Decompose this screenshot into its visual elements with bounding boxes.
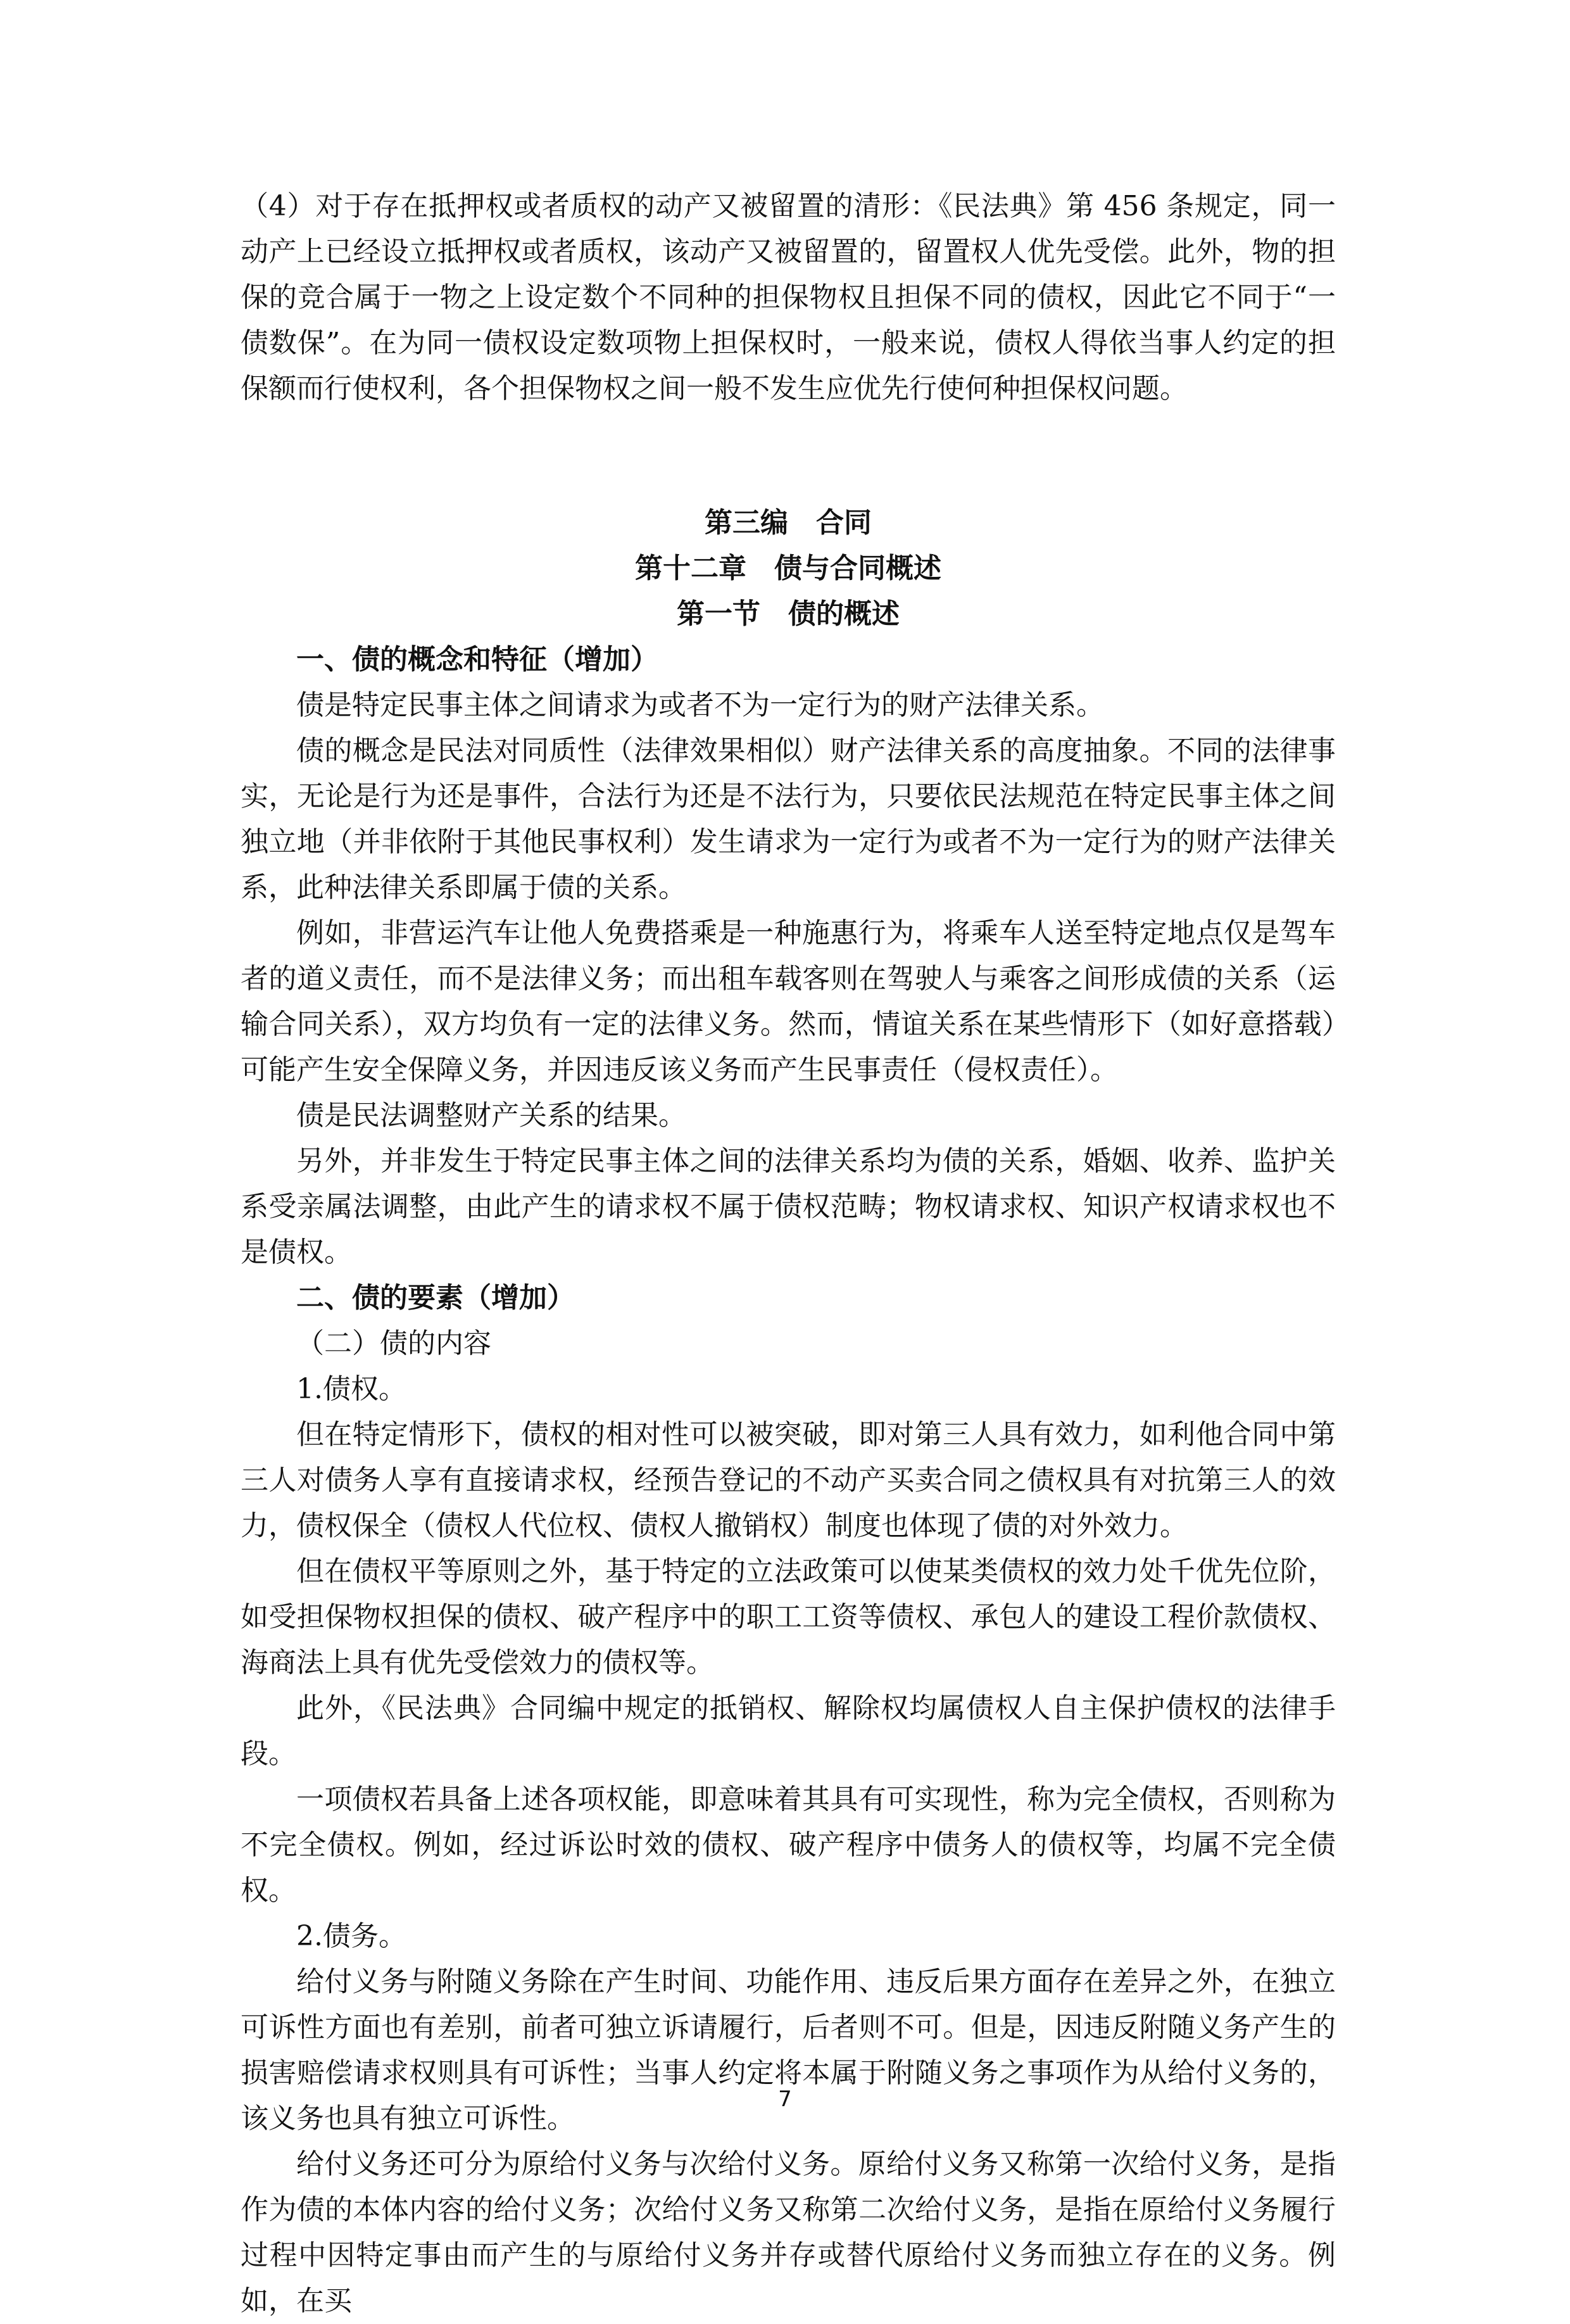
item-heading-creditor-right: 1.债权。 bbox=[296, 1373, 406, 1405]
paragraph: 另外，并非发生于特定民事主体之间的法律关系均为债的关系，婚姻、收养、监护关系受亲属法调整，由此产生的请求权不属于债权范畴；物权请求权、知识产权请求权也不是债权。 bbox=[241, 1145, 1336, 1268]
paragraph: 此外，《民法典》合同编中规定的抵销权、解除权均属债权人自主保护债权的法律手段。 bbox=[241, 1692, 1336, 1770]
paragraph: 但在特定情形下，债权的相对性可以被突破，即对第三人具有效力，如利他合同中第三人对债务人享有直接请求权，经预告登记的不动产买卖合同之债权具有对抗第三人的效力，债权保全（债权人代位权、债权人撤销权）制度也体现了债的对外效力。 bbox=[241, 1418, 1336, 1542]
paragraph: 但在债权平等原则之外，基于特定的立法政策可以使某类债权的效力处千优先位阶，如受担保物权担保的债权、破产程序中的职工工资等债权、承包人的建设工程价款债权、海商法上具有优先受偿效力的债权等。 bbox=[241, 1555, 1336, 1679]
section-heading: 第一节 债的概述 bbox=[677, 598, 900, 630]
paragraph: 债是特定民事主体之间请求为或者不为一定行为的财产法律关系。 bbox=[296, 689, 1104, 721]
paragraph: 债是民法调整财产关系的结果。 bbox=[296, 1099, 686, 1132]
subheading-elements: 二、债的要素（增加） bbox=[296, 1282, 575, 1314]
section-spacer bbox=[241, 412, 1336, 500]
paragraph: 给付义务还可分为原给付义务与次给付义务。原给付义务又称第一次给付义务，是指作为债的本体内容的给付义务；次给付义务又称第二次给付义务，是指在原给付义务履行过程中因特定事由而产生的与原给付义务并存或替代原给付义务而独立存在的义务。例如，在买 bbox=[241, 2148, 1336, 2317]
document-page bbox=[241, 184, 1336, 2324]
part-heading: 第三编 合同 bbox=[705, 507, 872, 539]
chapter-heading: 第十二章 债与合同概述 bbox=[635, 552, 941, 584]
paragraph-intro: （4）对于存在抵押权或者质权的动产又被留置的清形：《民法典》第 456 条规定，同一动产上已经设立抵押权或者质权，该动产又被留置的，留置权人优先受偿。此外，物的担保的竞合属于一物之上设定数个不同种的担保物权且担保不同的债权，因此它不同于“一债数保”。在为同一债权设定数项物上担保权时，一般来说，债权人得依当事人约定的担保额而行使权利，各个担保物权之间一般不发生应优先行使何种担保权问题。 bbox=[241, 190, 1336, 405]
sub-subheading-content: （二）债的内容 bbox=[296, 1327, 491, 1360]
paragraph: 例如，非营运汽车让他人免费搭乘是一种施惠行为，将乘车人送至特定地点仅是驾车者的道义责任，而不是法律义务；而出租车载客则在驾驶人与乘客之间形成债的关系（运输合同关系），双方均负有一定的法律义务。然而，情谊关系在某些情形下（如好意搭载）可能产生安全保障义务，并因违反该义务而产生民事责任（侵权责任）。 bbox=[241, 917, 1336, 1086]
item-heading-debt: 2.债务。 bbox=[296, 1920, 406, 1952]
paragraph: 给付义务与附随义务除在产生时间、功能作用、违反后果方面存在差异之外，在独立可诉性方面也有差别，前者可独立诉请履行，后者则不可。但是，因违反附随义务产生的损害赔偿请求权则具有可诉性；当事人约定将本属于附随义务之事项作为从给付义务的，该义务也具有独立可诉性。 bbox=[241, 1966, 1336, 2135]
paragraph: 债的概念是民法对同质性（法律效果相似）财产法律关系的高度抽象。不同的法律事实，无论是行为还是事件，合法行为还是不法行为，只要依民法规范在特定民事主体之间独立地（并非依附于其他民事权利）发生请求为一定行为或者不为一定行为的财产法律关系，此种法律关系即属于债的关系。 bbox=[241, 735, 1336, 904]
paragraph: 一项债权若具备上述各项权能，即意味着其具有可实现性，称为完全债权，否则称为不完全债权。例如，经过诉讼时效的债权、破产程序中债务人的债权等，均属不完全债权。 bbox=[241, 1783, 1336, 1907]
page-number: 7 bbox=[778, 2087, 792, 2112]
subheading-concept: 一、债的概念和特征（增加） bbox=[296, 643, 658, 676]
